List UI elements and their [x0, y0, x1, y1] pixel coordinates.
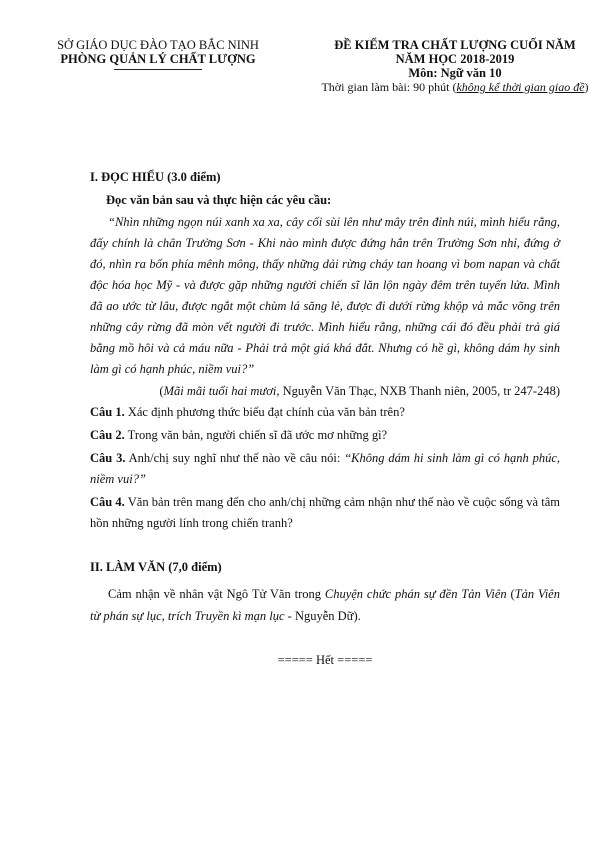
question-2: Câu 2. Trong văn bản, người chiến sĩ đã ước mơ những gì? [90, 428, 388, 442]
issuer-underline [114, 69, 202, 70]
issuer-block [28, 38, 288, 70]
school-year: NĂM HỌC 2018-2019 [395, 52, 515, 66]
exam-duration [300, 80, 610, 94]
question-1: Câu 1. Xác định phương thức biểu đạt chính của văn bản trên? [90, 405, 405, 419]
writing-prompt: Cảm nhận về nhân vật Ngô Tử Văn trong Chuyện chức phán sự đền Tản Viên (Tản Viên từ phán sự lục, trích Truyền kì mạn lục - Nguyễn Dữ). [90, 587, 560, 623]
issuer-department: SỞ GIÁO DỤC ĐÀO TẠO BẮC NINH [57, 38, 259, 52]
question-4: Câu 4. Văn bản trên mang đến cho anh/chị những cảm nhận như thế nào về cuộc sống và tâm hồn những người lính trong chiến tranh? [90, 495, 560, 530]
section-writing-title: II. LÀM VĂN (7,0 điểm) [90, 560, 222, 574]
section-reading-title: I. ĐỌC HIỂU (3.0 điểm) [90, 170, 221, 184]
exam-title-block [300, 38, 610, 94]
exam-body [90, 170, 560, 668]
subject: Môn: Ngữ văn 10 [408, 66, 502, 80]
reading-instruction: Đọc văn bản sau và thực hiện các yêu cầu: [106, 193, 332, 207]
document-header [0, 38, 614, 108]
passage-source: (Mãi mãi tuổi hai mươi, Nguyễn Văn Thạc, NXB Thanh niên, 2005, tr 247-248) [159, 384, 560, 398]
end-marker: ===== Hết ===== [277, 653, 373, 667]
duration-text: Thời gian làm bài: 90 phút ( [321, 80, 457, 94]
issuer-office: PHÒNG QUẢN LÝ CHẤT LƯỢNG [60, 52, 256, 66]
duration-close: ) [584, 80, 589, 94]
reading-passage: “Nhìn những ngọn núi xanh xa xa, cây cối sùi lên như mây trên đỉnh núi, mình hiểu rằng, đấy chính là chân Trường Sơn - Khi nào mình được đứng hẳn trên Trường Sơn nhỉ, đứng ở đó, nhìn ra bốn phía mênh mông, thấy những dải rừng cháy tan hoang vì bom napan và chất độc hóa học Mỹ - và được gặp những người chiến sĩ lăn lộn ngày đêm trên tuyến lửa. Mình đã ao ước từ lâu, được ngắt một chùm lá săng lẻ, được đi dưới rừng khộp và mắc võng trên những cây rừng đã mòn vết người đi trước. Mình hiểu rằng, những cái đó đều phải trả giá bằng mồ hôi và cả máu nữa - Phải trả một giá khá đắt. Nhưng có hề gì, không dám hy sinh làm gì có hạnh phúc, niềm vui?” [90, 215, 560, 376]
exam-title: ĐỀ KIỂM TRA CHẤT LƯỢNG CUỐI NĂM [334, 38, 576, 52]
question-3: Câu 3. Anh/chị suy nghĩ như thế nào về câu nói: “Không dám hi sinh làm gì có hạnh phúc, niềm vui?” [90, 451, 560, 486]
source-book-title: Mãi mãi tuổi hai mươi [163, 384, 277, 398]
duration-note: không kể thời gian giao đề [456, 80, 585, 94]
